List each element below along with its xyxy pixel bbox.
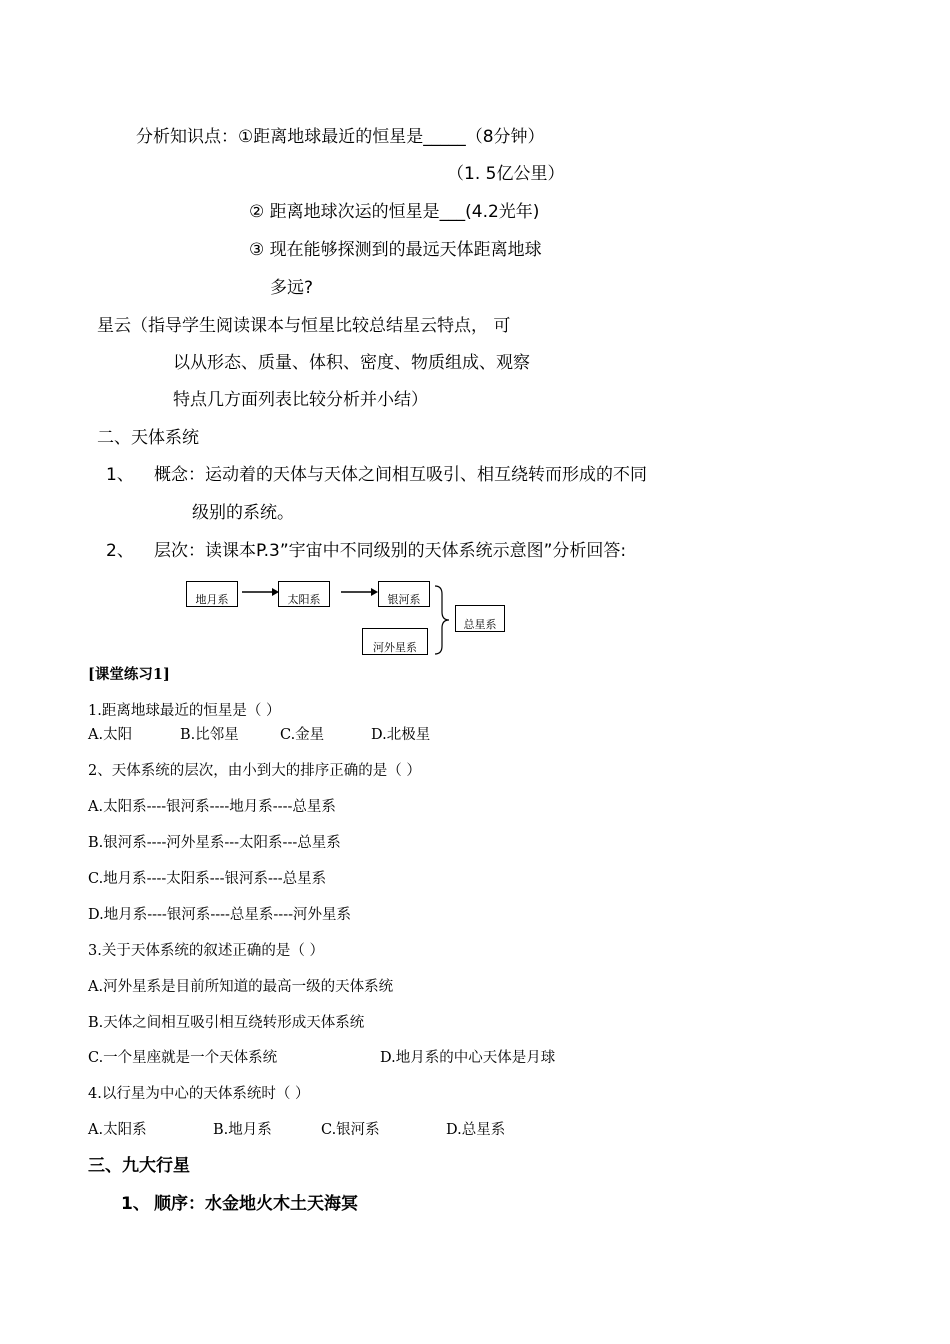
brace-icon (432, 584, 452, 656)
q4-option-c: C.银河系 (321, 1122, 380, 1138)
order-text: 顺序：水金地火木土天海冥 (154, 1194, 358, 1214)
q4-option-b: B.地月系 (213, 1122, 272, 1138)
level-number: 2、 (106, 541, 134, 561)
q3-option-c: C.一个星座就是一个天体系统 (88, 1050, 278, 1066)
q4-option-d: D.总星系 (446, 1122, 506, 1138)
q2-option-d: D.地月系----银河系----总星系----河外星系 (88, 907, 352, 923)
exercise-title: [课堂练习1] (88, 666, 170, 683)
q4-text: 4.以行星为中心的天体系统时（ ） (88, 1086, 310, 1102)
nebula-line-1: 星云（指导学生阅读课本与恒星比较总结星云特点， 可 (97, 316, 511, 336)
analysis-line-3: ② 距离地球次运的恒星是___(4.2光年) (249, 202, 540, 222)
q1-option-a: A.太阳 (88, 727, 133, 743)
q3-option-a: A.河外星系是目前所知道的最高一级的天体系统 (88, 979, 394, 995)
q1-option-c: C.金星 (280, 727, 325, 743)
q3-text: 3.关于天体系统的叙述正确的是（ ） (88, 943, 324, 959)
analysis-line-4: ③ 现在能够探测到的最远天体距离地球 (249, 240, 542, 260)
level-text: 层次：读课本P.3”宇宙中不同级别的天体系统示意图”分析回答: (154, 541, 627, 561)
q4-option-a: A.太阳系 (88, 1122, 147, 1138)
analysis-line-1: 分析知识点：①距离地球最近的恒星是_____（8分钟） (136, 127, 545, 147)
q2-option-c: C.地月系----太阳系---银河系---总星系 (88, 871, 327, 887)
q1-option-d: D.北极星 (371, 727, 431, 743)
q1-option-b: B.比邻星 (180, 727, 239, 743)
analysis-line-5: 多远? (270, 278, 314, 298)
order-number: 1、 (121, 1194, 150, 1214)
q1-text: 1.距离地球最近的恒星是（ ） (88, 703, 281, 719)
nebula-line-3: 特点几方面列表比较分析并小结） (173, 390, 428, 410)
concept-line-1: 概念：运动着的天体与天体之间相互吸引、相互绕转而形成的不同 (154, 465, 647, 485)
nebula-line-2: 以从形态、质量、体积、密度、物质组成、观察 (173, 353, 530, 373)
concept-number: 1、 (106, 465, 134, 485)
q3-option-b: B.天体之间相互吸引相互绕转形成天体系统 (88, 1015, 365, 1031)
box-solar-system: 太阳系 (278, 581, 330, 607)
q2-option-a: A.太阳系----银河系----地月系----总星系 (88, 799, 336, 815)
section2-heading: 二、天体系统 (97, 428, 199, 448)
q2-text: 2、天体系统的层次，由小到大的排序正确的是（ ） (88, 763, 421, 779)
box-galaxy: 银河系 (378, 581, 430, 607)
concept-line-2: 级别的系统。 (192, 503, 294, 523)
arrow-right-icon (339, 585, 379, 599)
section3-heading: 三、九大行星 (88, 1156, 190, 1176)
q2-option-b: B.银河系----河外星系---太阳系---总星系 (88, 835, 341, 851)
box-universe: 总星系 (455, 605, 505, 632)
box-earth-moon: 地月系 (186, 581, 238, 607)
box-extragalactic: 河外星系 (362, 628, 428, 655)
arrow-right-icon (240, 585, 280, 599)
q3-option-d: D.地月系的中心天体是月球 (380, 1050, 556, 1066)
analysis-line-2: （1. 5亿公里） (447, 164, 565, 184)
